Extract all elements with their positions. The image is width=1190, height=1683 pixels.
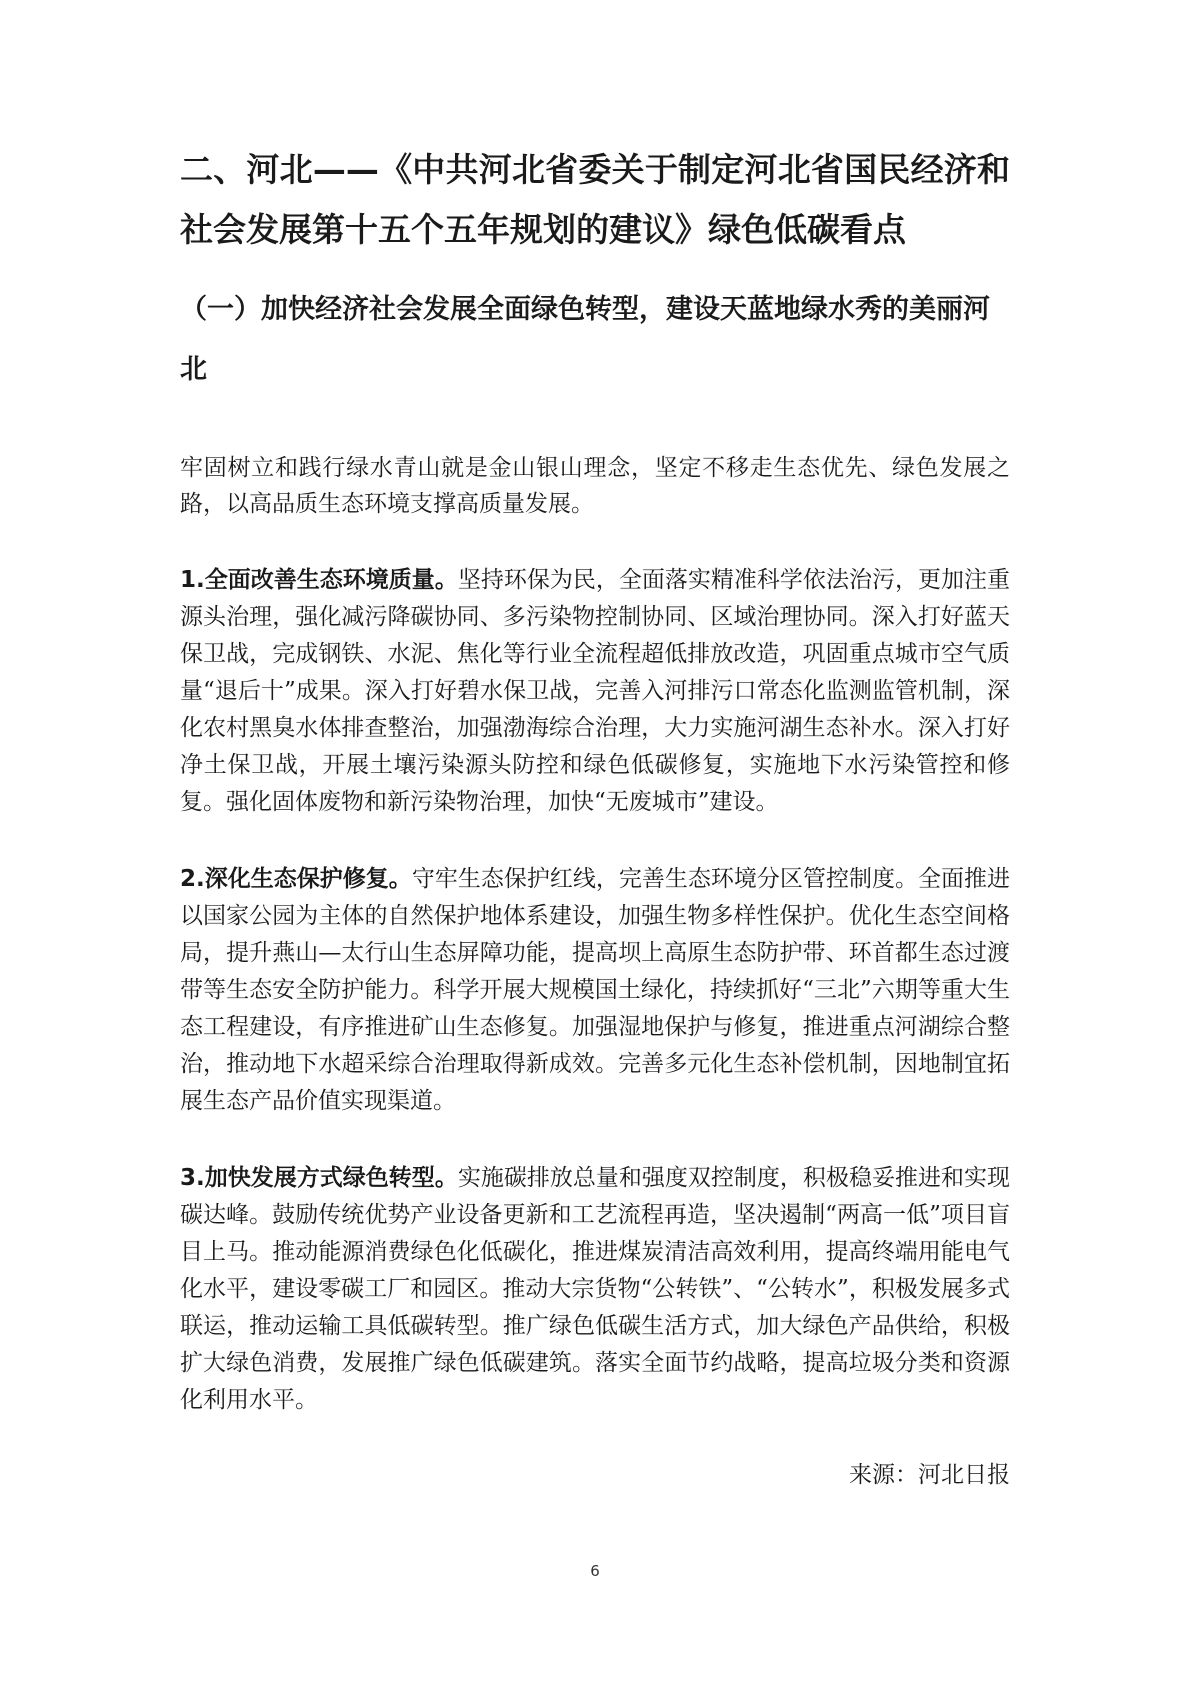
page-content bbox=[180, 140, 1010, 1493]
paragraph-text: 守牢生态保护红线，完善生态环境分区管控制度。全面推进以国家公园为主体的自然保护地体系建设，加强生物多样性保护。优化生态空间格局，提升燕山—太行山生态屏障功能，提高坝上高原生态防护带、环首都生态过渡带等生态安全防护能力。科学开展大规模国土绿化，持续抓好“三北”六期等重大生态工程建设，有序推进矿山生态修复。加强湿地保护与修复，推进重点河湖综合整治，推动地下水超采综合治理取得新成效。完善多元化生态补偿机制，因地制宜拓展生态产品价值实现渠道。 bbox=[180, 866, 1010, 1114]
paragraph-text: 实施碳排放总量和强度双控制度，积极稳妥推进和实现碳达峰。鼓励传统优势产业设备更新和工艺流程再造，坚决遏制“两高一低”项目盲目上马。推动能源消费绿色化低碳化，推进煤炭清洁高效利用，提高终端用能电气化水平，建设零碳工厂和园区。推动大宗货物“公转铁”、“公转水”，积极发展多式联运，推动运输工具低碳转型。推广绿色低碳生活方式，加大绿色产品供给，积极扩大绿色消费，发展推广绿色低碳建筑。落实全面节约战略，提高垃圾分类和资源化利用水平。 bbox=[180, 1165, 1010, 1413]
paragraph-item-2 bbox=[180, 861, 1010, 1120]
paragraph-item-1 bbox=[180, 562, 1010, 821]
page-title: 二、河北——《中共河北省委关于制定河北省国民经济和社会发展第十五个五年规划的建议》绿色低碳看点 bbox=[180, 150, 1010, 249]
section-heading: （一）加快经济社会发展全面绿色转型，建设天蓝地绿水秀的美丽河北 bbox=[180, 294, 990, 385]
page-number: 6 bbox=[590, 1562, 600, 1580]
paragraph-text: 坚持环保为民，全面落实精准科学依法治污，更加注重源头治理，强化减污降碳协同、多污染物控制协同、区域治理协同。深入打好蓝天保卫战，完成钢铁、水泥、焦化等行业全流程超低排放改造，巩固重点城市空气质量“退后十”成果。深入打好碧水保卫战，完善入河排污口常态化监测监管机制，深化农村黑臭水体排查整治，加强渤海综合治理，大力实施河湖生态补水。深入打好净土保卫战，开展土壤污染源头防控和绿色低碳修复，实施地下水污染管控和修复。强化固体废物和新污染物治理，加快“无废城市”建设。 bbox=[180, 567, 1010, 815]
paragraph-lead: 3.加快发展方式绿色转型。 bbox=[180, 1165, 458, 1191]
source-attribution: 来源：河北日报 bbox=[849, 1462, 1010, 1488]
paragraph-item-3 bbox=[180, 1160, 1010, 1419]
intro-paragraph: 牢固树立和践行绿水青山就是金山银山理念，坚定不移走生态优先、绿色发展之路，以高品质生态环境支撑高质量发展。 bbox=[180, 455, 1010, 517]
paragraph-lead: 1.全面改善生态环境质量。 bbox=[180, 567, 458, 593]
paragraph-lead: 2.深化生态保护修复。 bbox=[180, 866, 412, 892]
